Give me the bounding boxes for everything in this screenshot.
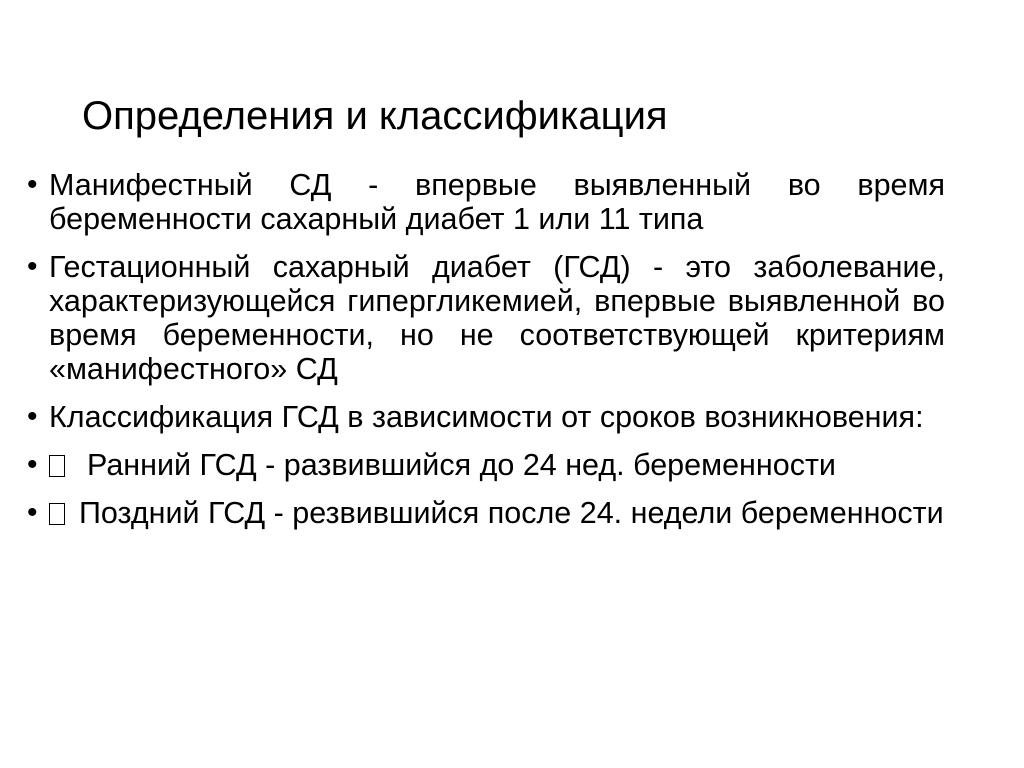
bullet-text: Классификация ГСД в зависимости от сроков возникновения: — [49, 400, 924, 434]
bullet-item — [27, 250, 945, 386]
bullet-item — [27, 496, 945, 530]
bullet-dot-icon: • — [27, 448, 38, 481]
bullet-dot-icon: • — [27, 400, 38, 433]
bullet-item — [27, 400, 945, 434]
bullet-text: Манифестный СД - впервые выявленный во время беременности сахарный диабет 1 или 11 типа — [49, 168, 945, 236]
bullet-dot-icon: • — [27, 496, 38, 529]
bullet-text: Поздний ГСД - резвившийся после 24. недели беременности — [79, 496, 944, 530]
missing-glyph-box-icon — [49, 455, 65, 477]
bullet-item — [27, 168, 945, 236]
bullet-text-with-box — [49, 496, 945, 530]
bullet-list — [27, 168, 945, 544]
bullet-dot-icon: • — [27, 168, 38, 201]
bullet-text: Гестационный сахарный диабет (ГСД) - это заболевание, характеризующейся гипергликемией, впервые выявленной во время беременности, но не соответствующей критериям «манифестного» СД — [49, 250, 945, 386]
slide-title: Определения и классификация — [82, 94, 668, 138]
bullet-text: Ранний ГСД - развившийся до 24 нед. беременности — [87, 448, 836, 482]
bullet-item — [27, 448, 945, 482]
bullet-dot-icon: • — [27, 250, 38, 283]
missing-glyph-box-icon — [49, 503, 65, 525]
bullet-text-with-box — [49, 448, 945, 482]
